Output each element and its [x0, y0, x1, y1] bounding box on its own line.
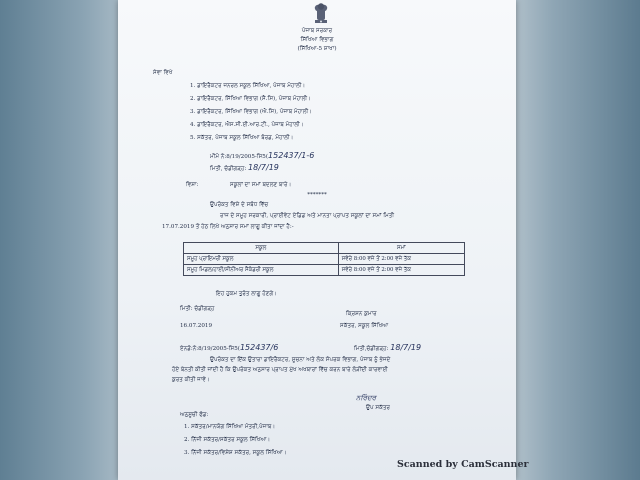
endorsement-date-prefix: ਮਿਤੀ,ਚੰਡੀਗੜ੍ਹ:: [354, 346, 389, 352]
scanner-watermark: Scanned by CamScanner: [397, 459, 529, 470]
endorsement-number-handwritten: 152437/6: [239, 343, 279, 352]
memo-date-prefix: ਮਿਤੀ, ਚੰਡੀਗੜ੍ਹ:: [210, 166, 247, 172]
copy-body-line: ਕੁਰਤ ਕੀਤੀ ਜਾਵੇ।: [172, 377, 210, 383]
subject-text: ਸਕੂਲਾਂ ਦਾ ਸਮਾਂ ਬਦਲਣ ਬਾਰੇ।: [230, 182, 292, 188]
signoff-date: 16.07.2019: [180, 323, 213, 329]
table-cell: ਸਮੂਹ ਮਿਡਲ/ਹਾਈ/ਸੀਨੀਅਰ ਸੈਕੰਡਰੀ ਸਕੂਲ: [184, 265, 339, 276]
signoff-name: ਕ੍ਰਿਸ਼ਨ ਕੁਮਾਰ: [346, 311, 377, 317]
body-line: ਰਾਜ ਦੇ ਸਮੂਹ ਸਰਕਾਰੀ, ਪ੍ਰਾਈਵੇਟ ਏਡਿਡ ਅਤੇ ਮਾਨਤਾ ਪ੍ਰਾਪਤ ਸਕੂਲਾਂ ਦਾ ਸਮਾਂ ਮਿਤੀ: [220, 213, 395, 219]
endorsement-item: 3. ਨਿੱਜੀ ਸਕੱਤਰ/ਵਿਸ਼ੇਸ਼ ਸਕੱਤਰ, ਸਕੂਲ ਸਿੱਖਿਆ।: [184, 450, 287, 456]
signoff-place: ਮਿਤੀ: ਚੰਡੀਗੜ੍ਹ: [180, 306, 215, 312]
body-line: ਉਪਰੋਕਤ ਵਿਸ਼ੇ ਦੇ ਸਬੰਧ ਵਿੱਚ: [210, 202, 269, 208]
government-emblem-icon: [308, 2, 334, 26]
header-government: ਪੰਜਾਬ ਸਰਕਾਰ: [301, 28, 333, 34]
table-header-timing: ਸਮਾਂ: [338, 243, 464, 254]
schedule-table: [183, 242, 465, 276]
addressee-item: 1. ਡਾਇਰੈਕਟਰ ਜਨਰਲ ਸਕੂਲ ਸਿੱਖਿਆ, ਪੰਜਾਬ ਮੋਹਾਲੀ।: [190, 83, 306, 89]
endorsement-date: [354, 343, 421, 352]
signature-scribble: ਨਰਿੰਦਰ: [356, 394, 376, 402]
background-right: [515, 0, 640, 480]
table-cell: ਸਵੇਰੇ 8:00 ਵਜੇ ਤੋਂ 2:00 ਵਜੇ ਤੱਕ: [338, 265, 464, 276]
order-line: ਇਹ ਹੁਕਮ ਤੁਰੰਤ ਲਾਗੂ ਹੋਣਗੇ।: [216, 291, 277, 297]
subject-label: ਵਿਸ਼ਾ:: [186, 182, 199, 188]
body-line: 17.07.2019 ਤੋਂ ਹੇਠ ਲਿਖੇ ਅਨੁਸਾਰ ਸਮਾਂ ਲਾਗੂ ਕੀਤਾ ਜਾਂਦਾ ਹੈ:-: [162, 224, 294, 230]
signoff-designation: ਸਕੱਤਰ, ਸਕੂਲ ਸਿੱਖਿਆ: [340, 323, 389, 329]
document-page: [118, 0, 516, 480]
table-cell: ਸਮੂਹ ਪ੍ਰਾਇਮਰੀ ਸਕੂਲ: [184, 254, 339, 265]
endorsement-date-handwritten: 18/7/19: [390, 343, 422, 352]
memo-date: [210, 163, 279, 172]
header-branch: (ਸਿੱਖਿਆ-5 ਸ਼ਾਖਾ): [297, 46, 337, 52]
addressee-item: 3. ਡਾਇਰੈਕਟਰ, ਸਿੱਖਿਆ ਵਿਭਾਗ (ਐ.ਸਿ), ਪੰਜਾਬ ਮੋਹਾਲੀ।: [190, 109, 312, 115]
table-row: [184, 265, 465, 276]
table-header-school: ਸਕੂਲ: [184, 243, 339, 254]
background-left: [0, 0, 118, 480]
memo-number-prefix: ਮੀਮੋ ਨੰ:8/19/2005-ਸਿ5(: [210, 154, 269, 160]
addressees-heading: ਸੇਵਾ ਵਿਖੇ: [153, 70, 173, 76]
addressee-item: 4. ਡਾਇਰੈਕਟਰ, ਐਸ.ਸੀ.ਈ.ਆਰ.ਟੀ., ਪੰਜਾਬ ਮੋਹਾਲੀ।: [190, 122, 304, 128]
copy-body-line: ਉਪਰੋਕਤ ਦਾ ਇੱਕ ਉਤਾਰਾ ਡਾਇਰੈਕਟਰ, ਸੂਚਨਾ ਅਤੇ ਲੋਕ ਸੰਪਰਕ ਵਿਭਾਗ, ਪੰਜਾਬ ਨੂੰ ਭੇਜਦੇ: [210, 357, 391, 363]
table-header-row: [184, 243, 465, 254]
endorsement-heading: ਅਨੁਸੂਚੀ ਫੰਡ:: [180, 412, 209, 418]
table-row: [184, 254, 465, 265]
endorsement-item: 2. ਨਿੱਜੀ ਸਕੱਤਰ/ਸਕੱਤਰ ਸਕੂਲ ਸਿੱਖਿਆ।: [184, 437, 271, 443]
addressee-item: 5. ਸਕੱਤਰ, ਪੰਜਾਬ ਸਕੂਲ ਸਿੱਖਿਆ ਬੋਰਡ, ਮੋਹਾਲੀ।: [190, 135, 294, 141]
memo-date-handwritten: 18/7/19: [248, 163, 279, 172]
memo-number: [210, 151, 314, 160]
table-cell: ਸਵੇਰੇ 8:00 ਵਜੇ ਤੋਂ 2:00 ਵਜੇ ਤੱਕ: [338, 254, 464, 265]
endorsement-number: [180, 343, 278, 352]
header-department: ਸਿੱਖਿਆ ਵਿਭਾਗ: [300, 37, 334, 43]
signature-title: ਉਪ ਸਕੱਤਰ: [366, 405, 391, 411]
subject-separator: *******: [307, 192, 327, 198]
memo-number-handwritten: 152437/1-6: [268, 151, 315, 160]
addressee-item: 2. ਡਾਇਰੈਕਟਰ, ਸਿੱਖਿਆ ਵਿਭਾਗ (ਸੈ.ਸਿ), ਪੰਜਾਬ ਮੋਹਾਲੀ।: [190, 96, 311, 102]
endorsement-item: 1. ਸਕੱਤਰ/ਮਾਨਯੋਗ ਸਿੱਖਿਆ ਮੰਤਰੀ,ਪੰਜਾਬ।: [184, 424, 276, 430]
endorsement-number-prefix: ਏਨਡੋ:ਨੰ:8/19/2005-ਸਿ5(: [180, 346, 240, 352]
copy-body-line: ਹੋਏ ਬੇਨਤੀ ਕੀਤੀ ਜਾਂਦੀ ਹੈ ਕਿ ਉਪਰੋਕਤ ਅਨੁਸਾਰ ਪ੍ਰਾਪਤ ਮੁੱਖ ਅਖਬਾਰਾਂ ਵਿੱਚ ਕਰਨ ਬਾਰੇ ਲੋੜੀਂਦੀ ਕਾਰਵਾਈ: [172, 367, 388, 373]
